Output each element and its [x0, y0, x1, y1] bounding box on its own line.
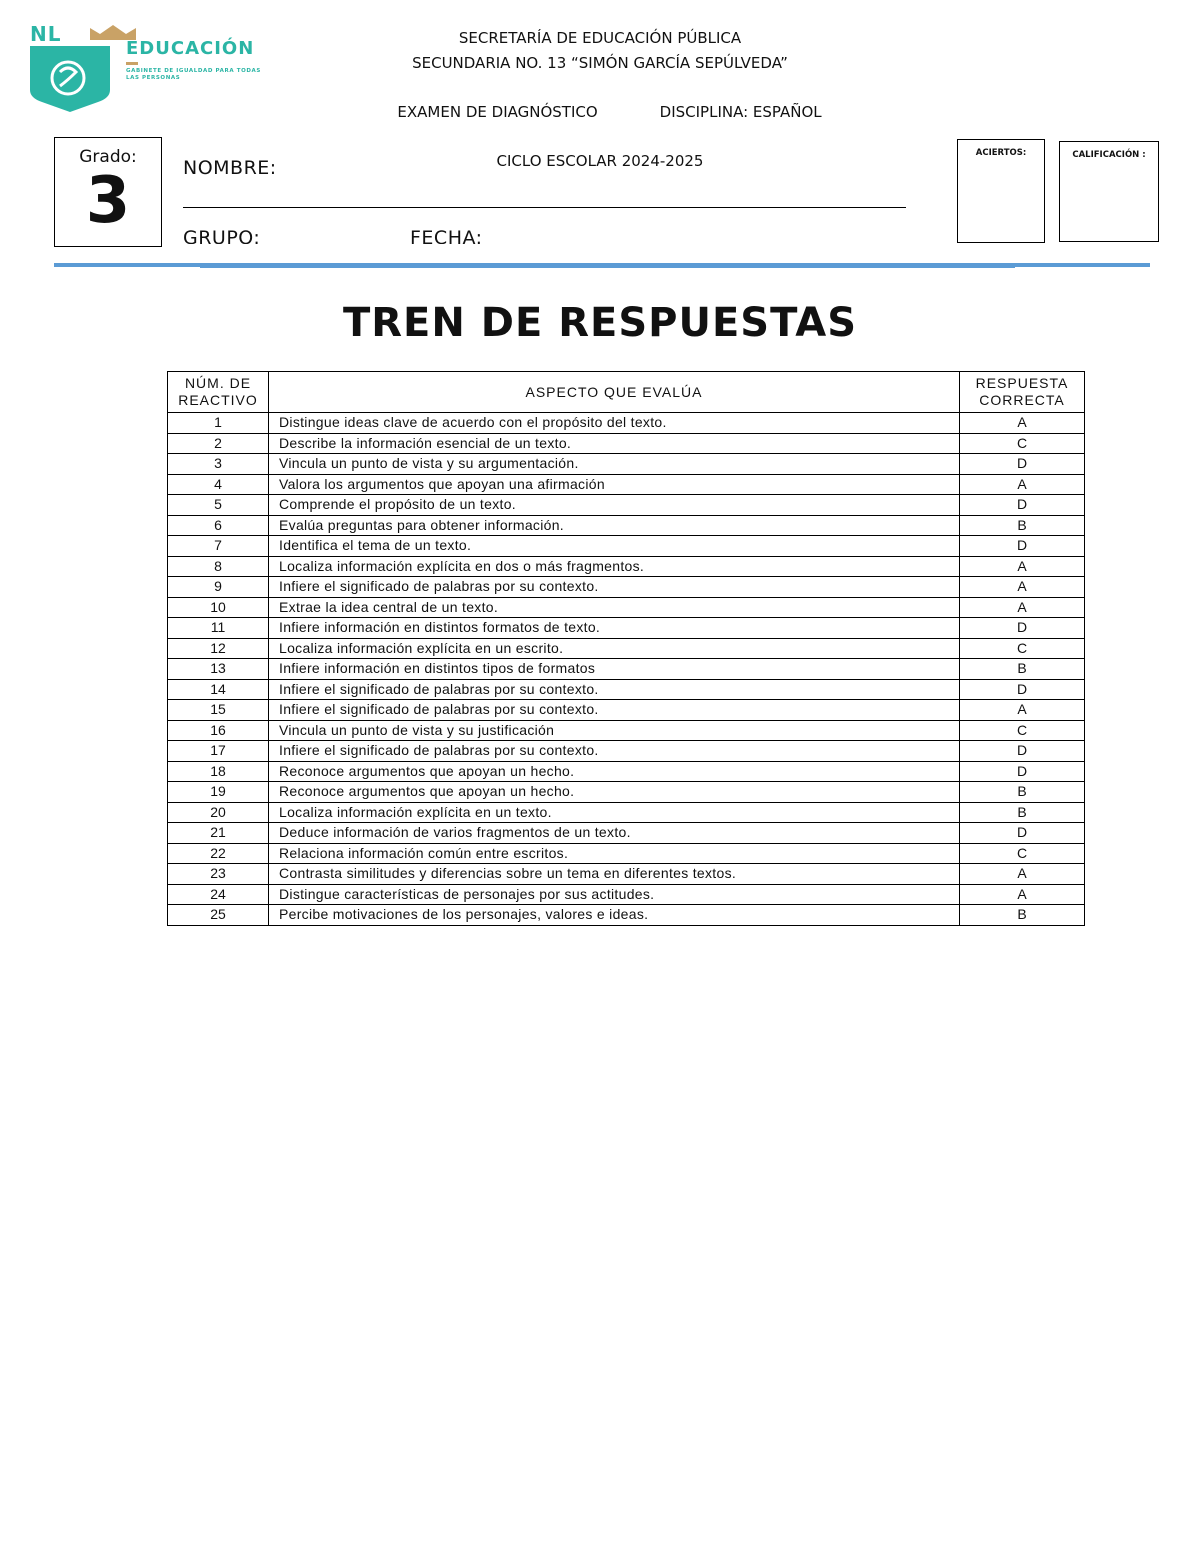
item-aspect: Deduce información de varios fragmentos de un texto. [269, 823, 960, 844]
header-line-4: CICLO ESCOLAR 2024-2025 [496, 151, 704, 170]
item-answer: B [960, 515, 1085, 536]
exam-type: EXAMEN DE DIAGNÓSTICO [397, 102, 598, 121]
item-answer: D [960, 454, 1085, 475]
item-aspect: Contrasta similitudes y diferencias sobre un tema en diferentes textos. [269, 864, 960, 885]
item-aspect: Infiere el significado de palabras por su contexto. [269, 577, 960, 598]
group-date-row [170, 222, 910, 244]
table-row [168, 761, 1085, 782]
table-row [168, 495, 1085, 516]
header-answer: RESPUESTA CORRECTA [960, 372, 1085, 413]
grade-score-label: CALIFICACIÓN : [1072, 150, 1146, 160]
item-aspect: Valora los argumentos que apoyan una afirmación [269, 474, 960, 495]
logo-brand-text: EDUCACIÓN [126, 38, 255, 59]
item-answer: A [960, 864, 1085, 885]
item-number: 22 [168, 843, 269, 864]
table-row [168, 659, 1085, 680]
table-row [168, 823, 1085, 844]
item-aspect: Infiere el significado de palabras por su contexto. [269, 741, 960, 762]
item-number: 19 [168, 782, 269, 803]
item-answer: B [960, 905, 1085, 926]
item-answer: A [960, 413, 1085, 434]
item-aspect: Localiza información explícita en un escrito. [269, 638, 960, 659]
item-aspect: Reconoce argumentos que apoyan un hecho. [269, 761, 960, 782]
item-aspect: Infiere el significado de palabras por su contexto. [269, 679, 960, 700]
header-line-1: SECRETARÍA DE EDUCACIÓN PÚBLICA [458, 29, 742, 47]
table-row [168, 433, 1085, 454]
item-number: 3 [168, 454, 269, 475]
table-row [168, 577, 1085, 598]
header-num: NÚM. DE REACTIVO [168, 372, 269, 413]
table-row [168, 802, 1085, 823]
item-number: 8 [168, 556, 269, 577]
item-aspect: Localiza información explícita en dos o más fragmentos. [269, 556, 960, 577]
item-answer: D [960, 741, 1085, 762]
item-number: 9 [168, 577, 269, 598]
item-answer: B [960, 782, 1085, 803]
table-row [168, 618, 1085, 639]
header-line-2: SECUNDARIA NO. 13 “SIMÓN GARCÍA SEPÚLVEDA” [412, 53, 788, 72]
page-title: TREN DE RESPUESTAS [342, 300, 858, 346]
answers-table [167, 371, 1085, 926]
item-answer: D [960, 536, 1085, 557]
discipline: DISCIPLINA: ESPAÑOL [659, 102, 822, 121]
item-number: 4 [168, 474, 269, 495]
table-row [168, 720, 1085, 741]
table-header-row [168, 372, 1085, 413]
item-number: 7 [168, 536, 269, 557]
item-aspect: Identifica el tema de un texto. [269, 536, 960, 557]
header-aspect: ASPECTO QUE EVALÚA [269, 372, 960, 413]
item-number: 5 [168, 495, 269, 516]
item-aspect: Vincula un punto de vista y su argumentación. [269, 454, 960, 475]
table-row [168, 905, 1085, 926]
table-row [168, 700, 1085, 721]
grade-value: 3 [85, 164, 131, 238]
item-aspect: Infiere información en distintos tipos de formatos [269, 659, 960, 680]
item-answer: D [960, 679, 1085, 700]
grade-box [54, 137, 162, 247]
item-answer: A [960, 597, 1085, 618]
item-number: 24 [168, 884, 269, 905]
item-answer: D [960, 495, 1085, 516]
table-row [168, 638, 1085, 659]
table-row [168, 515, 1085, 536]
table-row [168, 884, 1085, 905]
item-number: 2 [168, 433, 269, 454]
item-number: 11 [168, 618, 269, 639]
correct-answers-label: ACIERTOS: [975, 148, 1027, 158]
item-answer: C [960, 433, 1085, 454]
date-label: FECHA: [410, 227, 483, 244]
item-number: 21 [168, 823, 269, 844]
item-number: 25 [168, 905, 269, 926]
item-aspect: Extrae la idea central de un texto. [269, 597, 960, 618]
item-aspect: Infiere información en distintos formatos de texto. [269, 618, 960, 639]
item-answer: D [960, 823, 1085, 844]
item-answer: C [960, 638, 1085, 659]
item-answer: C [960, 843, 1085, 864]
grade-label: Grado: [79, 147, 137, 167]
item-aspect: Infiere el significado de palabras por su contexto. [269, 700, 960, 721]
item-answer: A [960, 884, 1085, 905]
table-row [168, 782, 1085, 803]
item-answer: B [960, 802, 1085, 823]
item-answer: C [960, 720, 1085, 741]
name-label: NOMBRE: [183, 157, 277, 179]
item-number: 13 [168, 659, 269, 680]
header-line-3 [0, 75, 1200, 149]
table-row [168, 741, 1085, 762]
item-answer: B [960, 659, 1085, 680]
answers-table-body [168, 413, 1085, 926]
table-row [168, 679, 1085, 700]
grade-score-box[interactable] [1059, 141, 1159, 242]
item-answer: D [960, 761, 1085, 782]
item-answer: D [960, 618, 1085, 639]
table-row [168, 454, 1085, 475]
correct-answers-box[interactable] [957, 139, 1045, 243]
item-number: 15 [168, 700, 269, 721]
item-number: 12 [168, 638, 269, 659]
item-aspect: Localiza información explícita en un texto. [269, 802, 960, 823]
table-row [168, 413, 1085, 434]
item-number: 17 [168, 741, 269, 762]
item-number: 16 [168, 720, 269, 741]
item-answer: A [960, 556, 1085, 577]
logo-nl-text: NL [30, 22, 62, 46]
group-label: GRUPO: [183, 227, 261, 244]
item-number: 6 [168, 515, 269, 536]
item-number: 14 [168, 679, 269, 700]
table-row [168, 556, 1085, 577]
table-row [168, 597, 1085, 618]
table-row [168, 864, 1085, 885]
item-aspect: Evalúa preguntas para obtener información. [269, 515, 960, 536]
item-answer: A [960, 700, 1085, 721]
item-aspect: Distingue características de personajes por sus actitudes. [269, 884, 960, 905]
item-aspect: Percibe motivaciones de los personajes, valores e ideas. [269, 905, 960, 926]
logo-subtitle: GABINETE DE IGUALDAD PARA TODAS LAS PERSONAS [126, 68, 261, 81]
item-number: 20 [168, 802, 269, 823]
item-number: 10 [168, 597, 269, 618]
item-number: 23 [168, 864, 269, 885]
item-aspect: Distingue ideas clave de acuerdo con el propósito del texto. [269, 413, 960, 434]
table-row [168, 536, 1085, 557]
item-aspect: Reconoce argumentos que apoyan un hecho. [269, 782, 960, 803]
item-number: 18 [168, 761, 269, 782]
item-aspect: Relaciona información común entre escritos. [269, 843, 960, 864]
item-aspect: Comprende el propósito de un texto. [269, 495, 960, 516]
item-aspect: Vincula un punto de vista y su justificación [269, 720, 960, 741]
item-number: 1 [168, 413, 269, 434]
name-field[interactable] [183, 207, 906, 208]
divider-line-thin [200, 267, 1015, 268]
item-answer: A [960, 577, 1085, 598]
item-aspect: Describe la información esencial de un texto. [269, 433, 960, 454]
item-answer: A [960, 474, 1085, 495]
table-row [168, 474, 1085, 495]
table-row [168, 843, 1085, 864]
